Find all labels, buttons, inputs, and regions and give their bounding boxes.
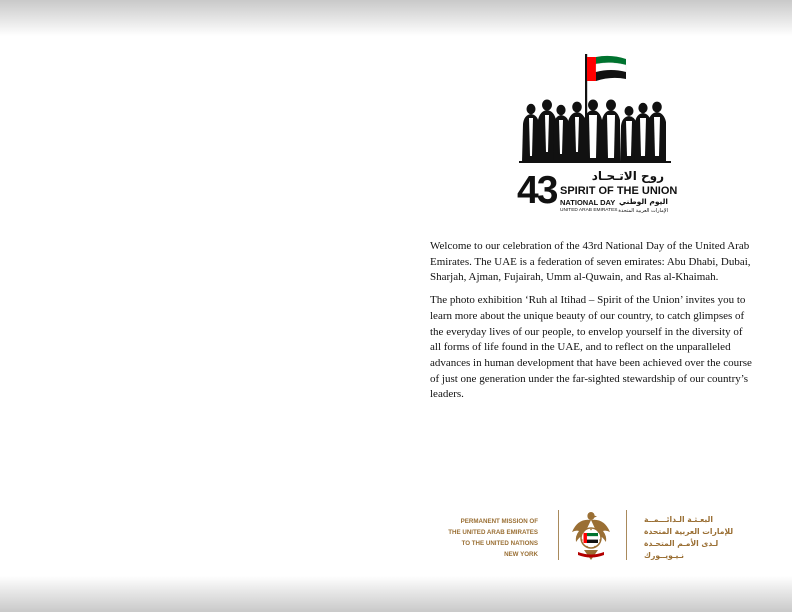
flag-black-band [596, 70, 626, 81]
mission-arabic-line: للإمارات العربية المتحدة [644, 527, 734, 536]
spirit-of-the-union-logo [516, 52, 676, 217]
mission-english-line: THE UNITED ARAB EMIRATES [448, 529, 538, 536]
mission-footer [430, 506, 762, 566]
logo-number-43: 43 [517, 169, 557, 212]
logo-uae-arabic: الإمارات العربية المتحدة [618, 208, 668, 214]
mission-name-arabic [644, 514, 748, 562]
welcome-paragraph: Welcome to our celebration of the 43rd National Day of the United Arab Emirates. The UAE is a federation of seven emirates: Abu Dhabi, Dubai, Sharjah, Ajman, Fujairah, Umm al-Quwain, and Ras al-Khaimah. [430, 240, 751, 284]
exhibition-paragraph: The photo exhibition ‘Ruh al Itihad – Spirit of the Union’ invites you to learn more about the unique beauty of our country, to catch glimpses of the everyday lives of our people, to envelop yourself in the diversity of all forms of life found in the UAE, and to reflect on the unparalleled advances in human development that have been achieved over the course of just one generation under the far-sighted stewardship of our country’s leaders. [430, 294, 752, 401]
mission-arabic-line: نـيـويــورك [644, 551, 685, 560]
mission-arabic-line: لـدى الأمـم المتحـدة [644, 539, 719, 548]
logo-arabic-title: روح الاتـحـاد [591, 169, 664, 183]
union-figures-and-flag-icon [516, 52, 676, 168]
mission-english-line: NEW YORK [504, 551, 538, 558]
logo-spirit-of-the-union: SPIRIT OF THE UNION [560, 185, 678, 197]
logo-uae-english: UNITED ARAB EMIRATES [560, 208, 618, 213]
footer-divider-left [558, 510, 559, 560]
mission-english-line: TO THE UNITED NATIONS [461, 540, 538, 547]
logo-national-day: NATIONAL DAY [560, 198, 616, 207]
top-gradient-band [0, 0, 792, 36]
footer-divider-right [626, 510, 627, 560]
flag-red-band [587, 57, 596, 81]
bottom-gradient-band [0, 576, 792, 612]
uae-emblem-icon [570, 510, 612, 562]
mission-name-english [430, 516, 538, 560]
mission-english-line: PERMANENT MISSION OF [460, 518, 538, 525]
logo-arabic-national-day: اليوم الوطني [618, 197, 668, 206]
mission-arabic-line: البعـثـة الـدائـــمــة [644, 515, 713, 524]
welcome-text [430, 239, 752, 410]
